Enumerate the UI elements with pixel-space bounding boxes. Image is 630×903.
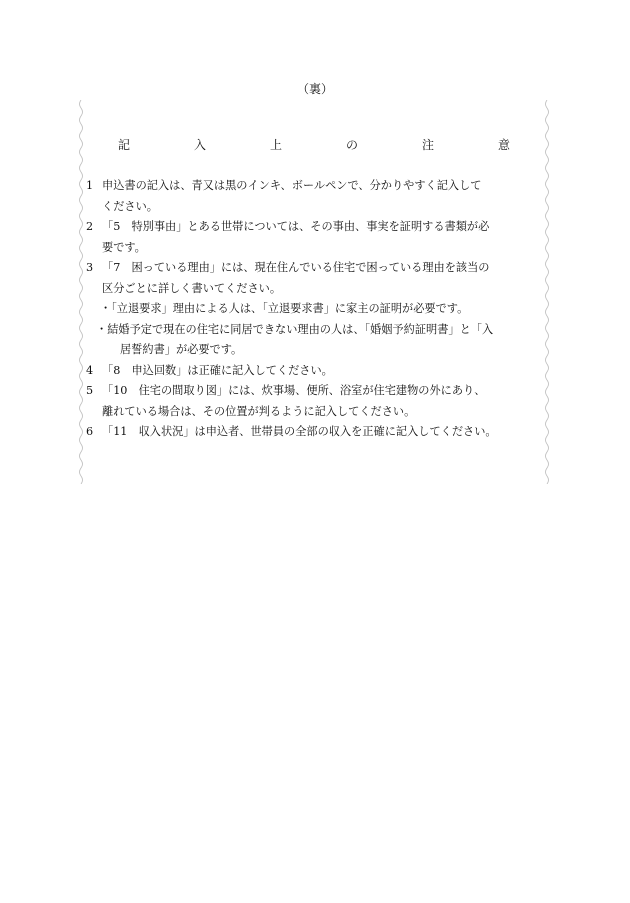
left-wavy-border [78, 100, 84, 484]
notice-item-6 [86, 422, 548, 443]
notice-item-1 [86, 176, 548, 217]
sub-item-eviction: ・「立退要求」理由による人は、「立退要求書」に家主の証明が必要です。 [100, 302, 469, 315]
item-number: 3 [86, 261, 94, 274]
notice-list [86, 176, 548, 443]
notice-item-3 [86, 258, 548, 361]
notice-box [78, 100, 550, 484]
item-text-line1: 申込書の記入は、青又は黒のインキ、ボールペンで、分かりやすく記入して [102, 179, 482, 192]
item-number: 5 [86, 384, 94, 397]
notice-item-2 [86, 217, 548, 258]
item-text-line2: ください。 [102, 199, 158, 213]
item-number: 1 [86, 179, 94, 192]
item-text-line1: 「5 特別事由」とある世帯については、その事由、事実を証明する書類が必 [102, 220, 490, 233]
item-text-line1: 「10 住宅の間取り図」には、炊事場、便所、浴室が住宅建物の外にあり、 [102, 384, 486, 397]
item-text-line2: 区分ごとに詳しく書いてください。 [102, 281, 282, 295]
item-number: 4 [86, 363, 94, 377]
item-text-line1: 「8 申込回数」は正確に記入してください。 [102, 363, 333, 377]
notice-item-4 [86, 361, 548, 382]
item-number: 6 [86, 425, 94, 438]
notice-title: 記 入 上 の 注 意 [117, 138, 536, 152]
notice-item-5 [86, 381, 548, 422]
page-side-label: （裏） [296, 82, 333, 96]
item-number: 2 [86, 220, 94, 233]
item-text-line1: 「7 困っている理由」には、現在住んでいる住宅で困っている理由を該当の [102, 261, 490, 274]
item-text-line2: 離れている場合は、その位置が判るように記入してください。 [102, 404, 416, 418]
sub-item-marriage-line2: 居誓約書」が必要です。 [120, 343, 243, 356]
item-text-line2: 要です。 [102, 240, 146, 254]
sub-item-marriage-line1: ・結婚予定で現在の住宅に同居できない理由の人は、「婚姻予約証明書」と「入 [96, 322, 494, 336]
item-text-line1: 「11 収入状況」は申込者、世帯員の全部の収入を正確に記入してください。 [102, 425, 497, 438]
